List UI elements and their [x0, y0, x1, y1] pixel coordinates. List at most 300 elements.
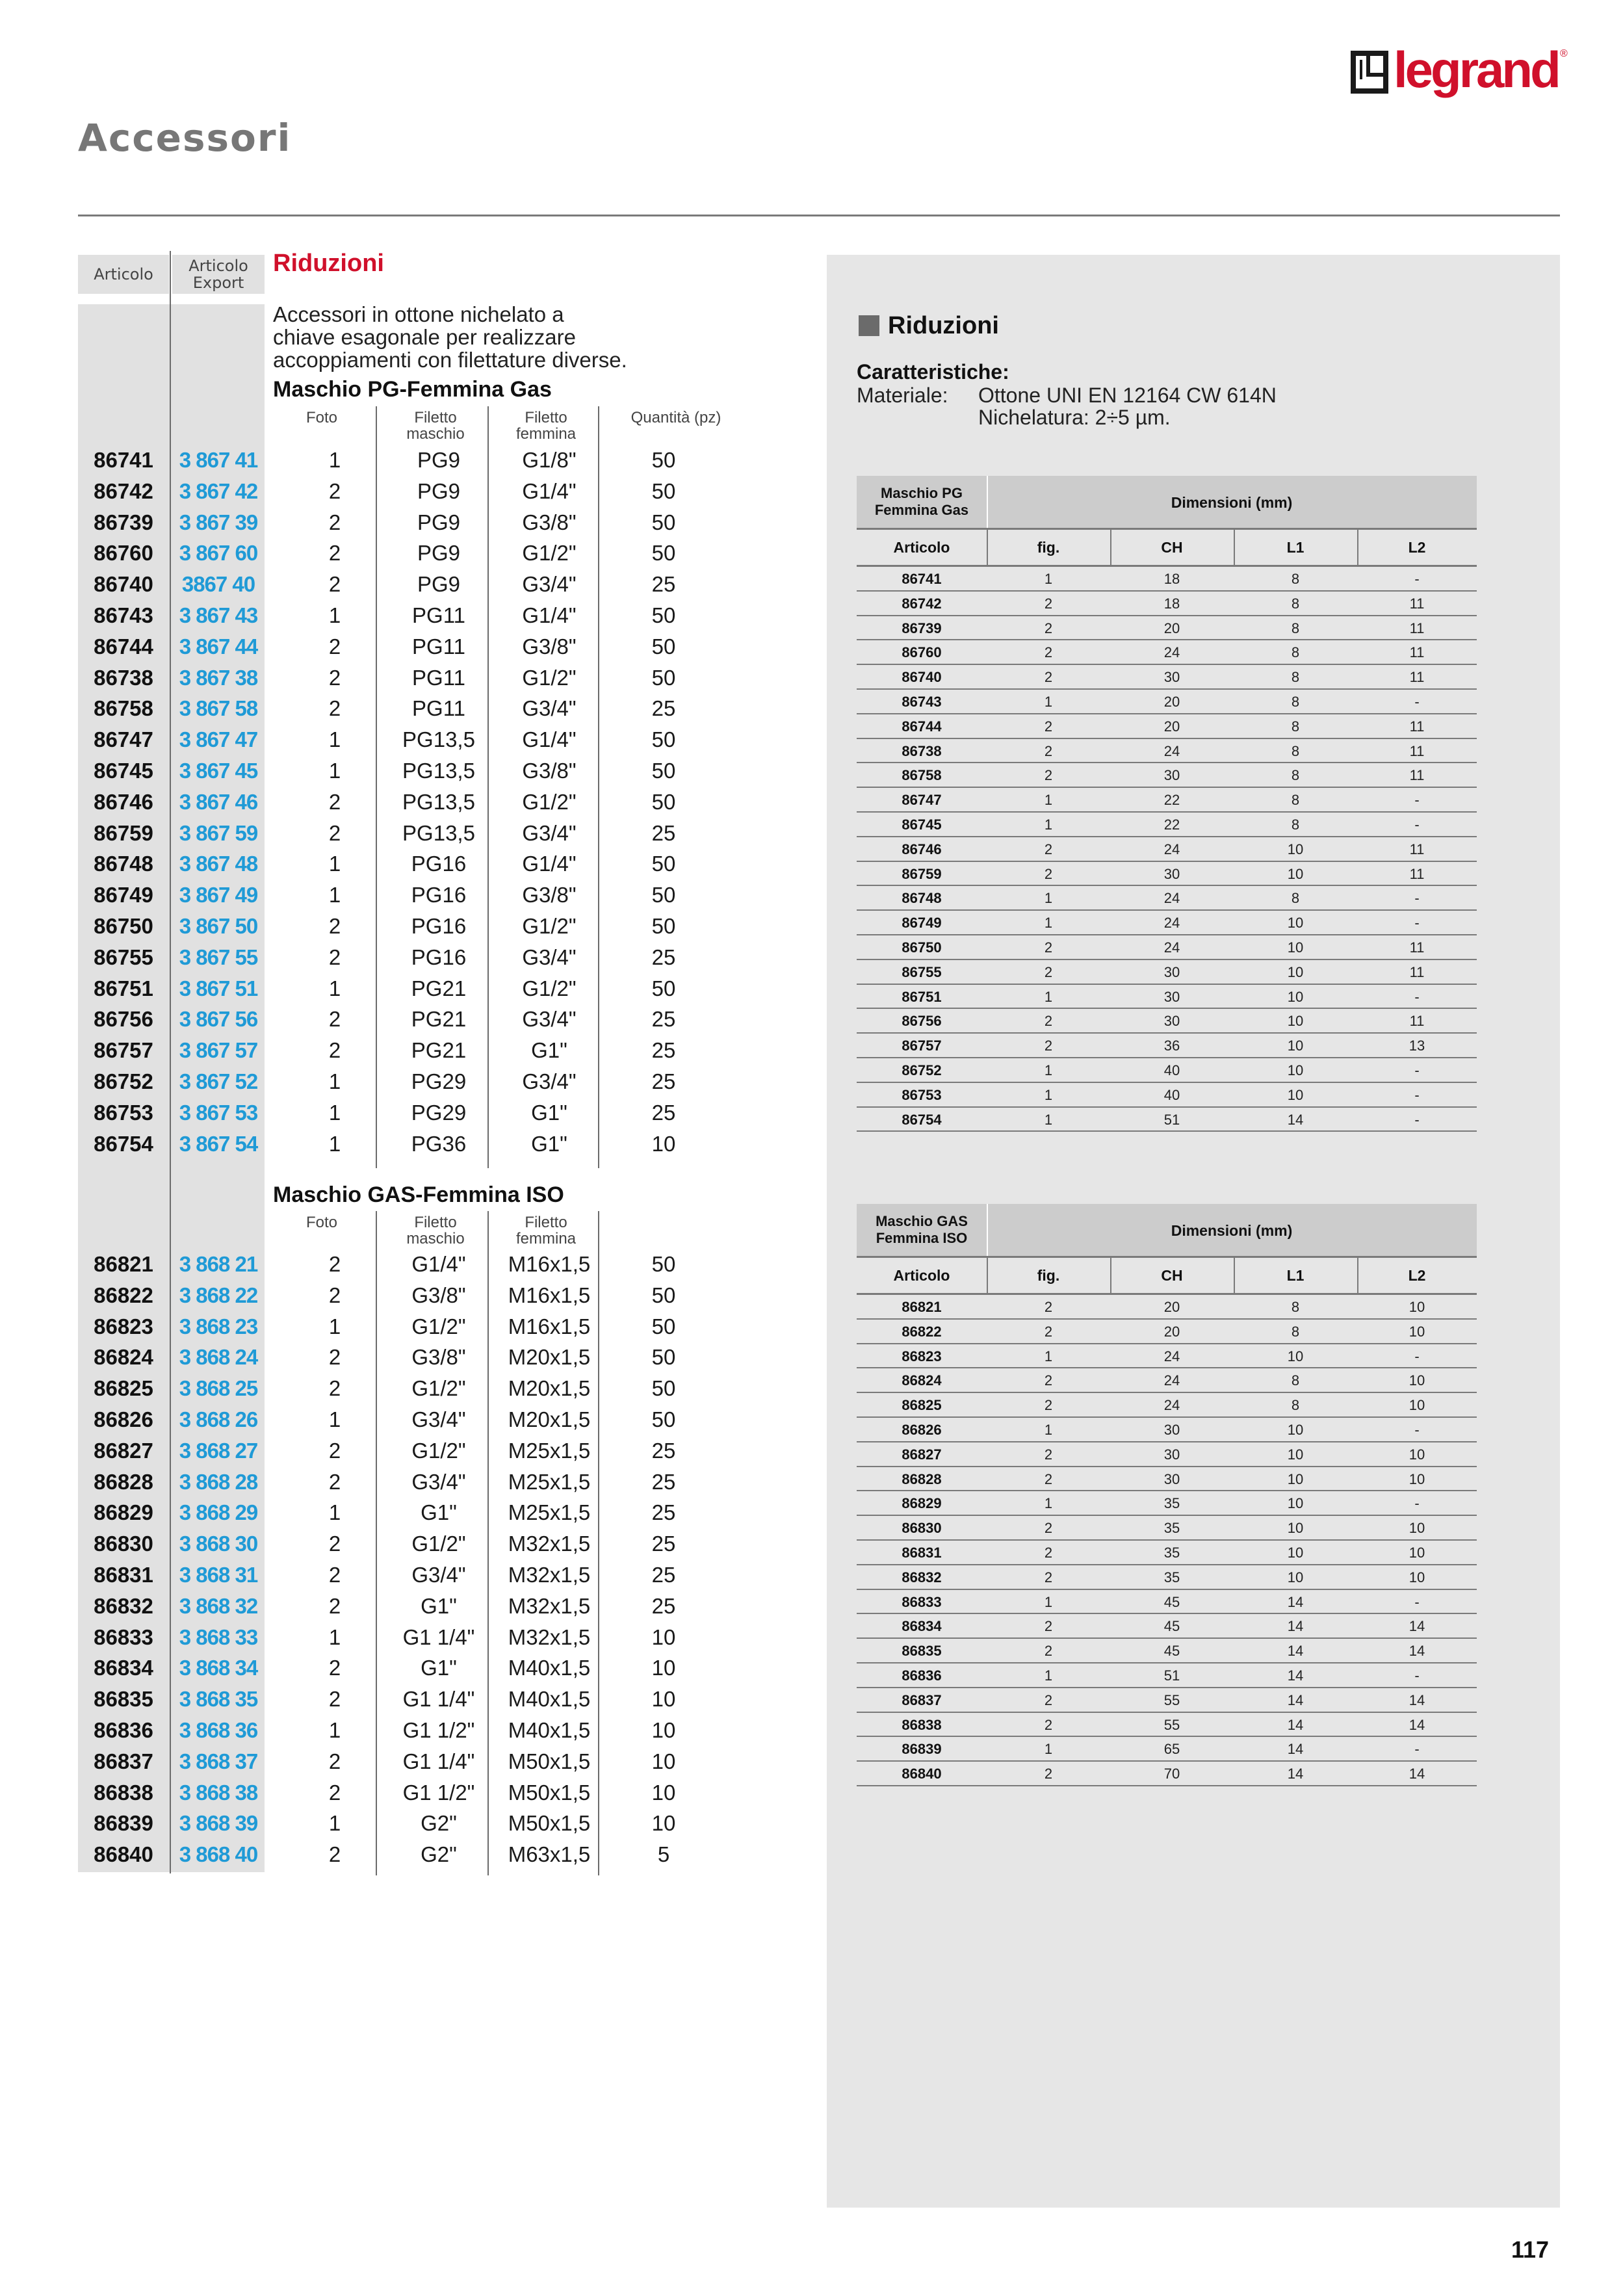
cell-filetto-maschio: G1" [421, 1656, 457, 1680]
cell-articolo-export: 3 868 37 [179, 1749, 258, 1773]
cell-articolo: 86836 [902, 1667, 942, 1684]
cell-l1: 10 [1287, 1470, 1304, 1487]
cell-filetto-femmina: G1/2" [522, 976, 577, 1000]
col-head-filetto-maschio: Filetto maschio [406, 1214, 465, 1247]
cell-l1: 14 [1287, 1643, 1304, 1660]
cell-articolo-export: 3 868 24 [179, 1345, 258, 1370]
cell-ch: 24 [1163, 742, 1180, 759]
intro-text [273, 303, 689, 371]
cell-l2: 10 [1409, 1299, 1425, 1315]
cell-fig: 2 [1044, 1520, 1053, 1537]
cell-filetto-maschio: PG21 [411, 976, 467, 1000]
cell-ch: 36 [1163, 1037, 1180, 1054]
cell-l2: - [1414, 915, 1420, 932]
cell-ch: 51 [1163, 1111, 1180, 1128]
table-row [857, 788, 1477, 813]
cell-foto: 1 [328, 448, 341, 472]
table-row [857, 1393, 1477, 1418]
cell-filetto-maschio: PG16 [411, 914, 467, 938]
cell-l2: 11 [1409, 669, 1425, 686]
cell-articolo-export: 3 868 27 [179, 1438, 258, 1463]
cell-fig: 2 [1044, 865, 1053, 882]
cell-foto: 2 [328, 1656, 341, 1680]
cell-l1: 10 [1287, 1422, 1304, 1438]
cell-articolo: 86757 [94, 1038, 153, 1063]
table-head [857, 476, 1477, 528]
cell-ch: 55 [1163, 1691, 1180, 1708]
cell-quantita: 50 [651, 634, 676, 659]
cell-l1: 10 [1287, 1086, 1304, 1103]
cell-filetto-maschio: G3/4" [411, 1407, 466, 1431]
cell-articolo: 86823 [902, 1348, 942, 1364]
cell-l2: - [1414, 694, 1420, 710]
table-row [78, 1066, 728, 1097]
cell-filetto-femmina: G3/8" [522, 759, 577, 783]
cell-articolo-export: 3 867 43 [179, 603, 258, 627]
col-l2: L2 [1408, 539, 1426, 556]
table-row [78, 1280, 728, 1311]
cell-filetto-maschio: G1/2" [411, 1438, 466, 1463]
col-head-filetto-femmina: Filetto femmina [515, 409, 577, 443]
cell-l1: 8 [1291, 571, 1300, 587]
cell-quantita: 50 [651, 448, 676, 472]
cell-l1: 10 [1287, 915, 1304, 932]
cell-l2: 11 [1409, 767, 1425, 784]
materiale-label: Materiale: [857, 384, 948, 407]
table-head [857, 1204, 1477, 1256]
cell-l2: 11 [1409, 939, 1425, 956]
table-row [78, 1311, 728, 1342]
table-row [857, 837, 1477, 862]
cell-foto: 2 [328, 1749, 341, 1773]
cell-articolo-export: 3 867 52 [179, 1069, 258, 1093]
cell-articolo-export: 3 868 26 [179, 1407, 258, 1431]
cell-l2: 14 [1409, 1618, 1425, 1635]
cell-l2: 10 [1409, 1545, 1425, 1561]
cell-filetto-maschio: PG11 [412, 665, 465, 690]
cell-l2: 11 [1409, 742, 1425, 759]
cell-articolo: 86760 [94, 541, 153, 566]
cell-articolo-export: 3 867 54 [179, 1131, 258, 1156]
table-row [78, 1342, 728, 1373]
table-row [857, 616, 1477, 641]
cell-l2: - [1414, 1593, 1420, 1610]
cell-ch: 22 [1163, 816, 1180, 833]
table-row [857, 935, 1477, 960]
cell-quantita: 50 [651, 883, 676, 907]
cell-filetto-maschio: G3/4" [411, 1563, 466, 1587]
cell-quantita: 25 [651, 1532, 676, 1556]
cell-filetto-maschio: G1 1/2" [402, 1780, 475, 1805]
cell-l2: - [1414, 1348, 1420, 1364]
cell-filetto-femmina: M40x1,5 [508, 1687, 591, 1712]
intro-line: chiave esagonale per realizzare [273, 325, 576, 349]
cell-fig: 2 [1044, 1643, 1053, 1660]
cell-articolo: 86748 [94, 852, 153, 876]
cell-ch: 22 [1163, 792, 1180, 809]
cell-filetto-maschio: G1 1/4" [402, 1624, 475, 1649]
cell-articolo: 86835 [902, 1643, 942, 1660]
table-row [857, 985, 1477, 1010]
cell-articolo: 86840 [94, 1842, 153, 1867]
cell-articolo-export: 3 868 21 [179, 1252, 258, 1276]
cell-fig: 2 [1044, 1013, 1053, 1030]
cell-quantita: 25 [651, 1100, 676, 1125]
cell-quantita: 50 [651, 665, 676, 690]
cell-foto: 1 [328, 1624, 341, 1649]
cell-filetto-maschio: G1/2" [411, 1532, 466, 1556]
cell-articolo-export: 3 868 32 [179, 1593, 258, 1618]
cell-articolo: 86822 [94, 1283, 153, 1307]
cell-ch: 70 [1163, 1766, 1180, 1782]
cell-articolo: 86833 [94, 1624, 153, 1649]
cell-quantita: 50 [651, 541, 676, 566]
group-gas-title: Maschio GAS-Femmina ISO [273, 1182, 564, 1207]
cell-fig: 1 [1044, 1495, 1053, 1512]
cell-articolo: 86824 [902, 1372, 942, 1389]
cell-filetto-femmina: G1/2" [522, 789, 577, 814]
cell-articolo-export: 3 867 60 [179, 541, 258, 566]
cell-articolo-export: 3 867 48 [179, 852, 258, 876]
cell-foto: 2 [328, 1376, 341, 1401]
cell-l1: 8 [1291, 1323, 1300, 1340]
table-row [78, 1559, 728, 1591]
cell-fig: 2 [1044, 1766, 1053, 1782]
cell-articolo: 86743 [902, 694, 942, 710]
cell-articolo: 86829 [902, 1495, 942, 1512]
cell-ch: 30 [1163, 1470, 1180, 1487]
cell-fig: 2 [1044, 1618, 1053, 1635]
cell-filetto-maschio: PG36 [411, 1131, 467, 1156]
col-head-filetto-femmina: Filetto femmina [515, 1214, 577, 1247]
cell-filetto-femmina: G1" [531, 1100, 567, 1125]
table-row [857, 1344, 1477, 1369]
cell-quantita: 25 [651, 820, 676, 845]
cell-ch: 45 [1163, 1643, 1180, 1660]
cell-foto: 2 [328, 1438, 341, 1463]
cell-l1: 8 [1291, 718, 1300, 735]
cell-articolo: 86750 [94, 914, 153, 938]
cell-l2: 10 [1409, 1372, 1425, 1389]
cell-articolo-export: 3 868 29 [179, 1500, 258, 1525]
cell-ch: 30 [1163, 963, 1180, 980]
cell-quantita: 50 [651, 1407, 676, 1431]
cell-fig: 2 [1044, 1323, 1053, 1340]
group-pg-title: Maschio PG-Femmina Gas [273, 377, 552, 402]
cell-articolo-export: 3 868 36 [179, 1718, 258, 1742]
cell-l1: 10 [1287, 988, 1304, 1005]
cell-articolo: 86750 [902, 939, 942, 956]
cell-foto: 2 [328, 1563, 341, 1587]
cell-foto: 2 [328, 1038, 341, 1063]
cell-foto: 2 [328, 665, 341, 690]
table-row [857, 1034, 1477, 1058]
cell-ch: 20 [1163, 1299, 1180, 1315]
cell-l1: 10 [1287, 841, 1304, 857]
cell-l2: 10 [1409, 1569, 1425, 1585]
cell-articolo: 86834 [94, 1656, 153, 1680]
cell-quantita: 50 [651, 852, 676, 876]
cell-articolo: 86837 [94, 1749, 153, 1773]
cell-articolo-export: 3 867 59 [179, 820, 258, 845]
table-row [857, 1491, 1477, 1516]
cell-ch: 45 [1163, 1618, 1180, 1635]
cell-foto: 1 [328, 976, 341, 1000]
cell-fig: 2 [1044, 841, 1053, 857]
cell-foto: 2 [328, 1532, 341, 1556]
cell-fig: 1 [1044, 694, 1053, 710]
cell-articolo: 86829 [94, 1500, 153, 1525]
cell-fig: 1 [1044, 1348, 1053, 1364]
cell-ch: 30 [1163, 988, 1180, 1005]
cell-l2: 11 [1409, 865, 1425, 882]
cell-articolo-export: 3 868 40 [179, 1842, 258, 1867]
cell-articolo: 86740 [902, 669, 942, 686]
cell-articolo: 86754 [94, 1131, 153, 1156]
table-row [857, 665, 1477, 690]
cell-l2: 11 [1409, 1013, 1425, 1030]
cell-filetto-maschio: PG29 [411, 1069, 467, 1093]
cell-filetto-maschio: PG9 [417, 510, 461, 534]
cell-articolo: 86755 [902, 963, 942, 980]
cell-articolo-export: 3 867 44 [179, 634, 258, 659]
cell-articolo: 86831 [902, 1545, 942, 1561]
cell-foto: 2 [328, 1283, 341, 1307]
cell-l1: 8 [1291, 1299, 1300, 1315]
cell-filetto-femmina: G1/4" [522, 852, 577, 876]
cell-foto: 1 [328, 603, 341, 627]
cell-l1: 8 [1291, 669, 1300, 686]
table-row [78, 693, 728, 724]
cell-foto: 2 [328, 945, 341, 969]
cell-ch: 35 [1163, 1495, 1180, 1512]
cell-articolo: 86743 [94, 603, 153, 627]
cell-articolo: 86742 [94, 478, 153, 503]
cell-articolo: 86836 [94, 1718, 153, 1742]
table-row [857, 1663, 1477, 1688]
cell-articolo: 86749 [902, 915, 942, 932]
cell-fig: 2 [1044, 1470, 1053, 1487]
cell-articolo: 86827 [94, 1438, 153, 1463]
table-row [857, 1565, 1477, 1590]
col-head-foto: Foto [305, 1214, 338, 1231]
col-head-articolo-export-text: Articolo Export [188, 257, 248, 292]
section-title: Riduzioni [273, 250, 384, 277]
cell-l1: 14 [1287, 1593, 1304, 1610]
cell-fig: 1 [1044, 1086, 1053, 1103]
cell-l1: 8 [1291, 1397, 1300, 1414]
cell-l1: 8 [1291, 595, 1300, 612]
cell-quantita: 50 [651, 727, 676, 752]
cell-articolo: 86752 [94, 1069, 153, 1093]
cell-articolo: 86745 [94, 759, 153, 783]
cell-articolo: 86749 [94, 883, 153, 907]
col-head-articolo: Articolo [78, 255, 169, 294]
cell-ch: 18 [1163, 571, 1180, 587]
cell-filetto-femmina: G3/4" [522, 820, 577, 845]
cell-quantita: 10 [651, 1624, 676, 1649]
table-row [78, 445, 728, 476]
cell-fig: 2 [1044, 1716, 1053, 1733]
cell-foto: 2 [328, 1593, 341, 1618]
cell-articolo-export: 3 867 53 [179, 1100, 258, 1125]
cell-ch: 40 [1163, 1086, 1180, 1103]
table-row [857, 1590, 1477, 1615]
cell-foto: 2 [328, 510, 341, 534]
table-row [78, 911, 728, 942]
cell-articolo: 86839 [902, 1741, 942, 1758]
cell-articolo: 86745 [902, 816, 942, 833]
cell-fig: 2 [1044, 1397, 1053, 1414]
cell-quantita: 25 [651, 1563, 676, 1587]
cell-fig: 1 [1044, 1667, 1053, 1684]
cell-filetto-maschio: G2" [421, 1811, 457, 1836]
cell-l2: 13 [1409, 1037, 1425, 1054]
cell-articolo: 86822 [902, 1323, 942, 1340]
table-row [857, 1639, 1477, 1663]
cell-l2: 10 [1409, 1323, 1425, 1340]
cell-l2: - [1414, 792, 1420, 809]
cell-l1: 10 [1287, 865, 1304, 882]
cell-filetto-maschio: G1/2" [411, 1314, 466, 1338]
cell-l1: 14 [1287, 1667, 1304, 1684]
cell-articolo: 86838 [94, 1780, 153, 1805]
cell-foto: 1 [328, 727, 341, 752]
cell-articolo: 86825 [902, 1397, 942, 1414]
cell-foto: 1 [328, 1500, 341, 1525]
cell-filetto-maschio: PG9 [417, 448, 461, 472]
cell-fig: 1 [1044, 1062, 1053, 1078]
table-row [857, 1442, 1477, 1467]
cell-quantita: 25 [651, 1069, 676, 1093]
cell-l1: 10 [1287, 1545, 1304, 1561]
intro-line: Accessori in ottone nichelato a [273, 302, 564, 326]
cell-l2: - [1414, 1667, 1420, 1684]
cell-articolo-export: 3 868 22 [179, 1283, 258, 1307]
cell-filetto-maschio: PG13,5 [402, 727, 475, 752]
cell-filetto-maschio: PG11 [412, 603, 465, 627]
page-title: Accessori [78, 116, 292, 160]
cell-l1: 8 [1291, 694, 1300, 710]
cell-articolo: 86830 [94, 1532, 153, 1556]
cell-l1: 8 [1291, 620, 1300, 636]
table-row [857, 886, 1477, 911]
cell-fig: 1 [1044, 915, 1053, 932]
cell-articolo: 86839 [94, 1811, 153, 1836]
table-row [78, 1404, 728, 1435]
cell-l1: 14 [1287, 1111, 1304, 1128]
cell-filetto-femmina: M25x1,5 [508, 1438, 591, 1463]
table-row [78, 1746, 728, 1777]
cell-articolo: 86823 [94, 1314, 153, 1338]
cell-articolo-export: 3 867 39 [179, 510, 258, 534]
nichelatura-value: Nichelatura: 2÷5 µm. [978, 406, 1171, 429]
cell-ch: 20 [1163, 718, 1180, 735]
table-row [857, 960, 1477, 985]
table-row [78, 1622, 728, 1653]
cell-l1: 8 [1291, 742, 1300, 759]
cell-l2: - [1414, 1741, 1420, 1758]
cell-filetto-femmina: G1/8" [522, 448, 577, 472]
cell-ch: 30 [1163, 865, 1180, 882]
cell-l2: - [1414, 1086, 1420, 1103]
table-group-name: Maschio PG Femmina Gas [874, 485, 969, 518]
cell-ch: 24 [1163, 1397, 1180, 1414]
cell-fig: 1 [1044, 571, 1053, 587]
cell-foto: 2 [328, 1842, 341, 1867]
table-row [78, 973, 728, 1004]
cell-foto: 2 [328, 572, 341, 597]
cell-ch: 30 [1163, 669, 1180, 686]
cell-articolo: 86828 [94, 1469, 153, 1494]
cell-articolo: 86747 [94, 727, 153, 752]
cell-articolo-export: 3 868 38 [179, 1780, 258, 1805]
cell-l2: 10 [1409, 1397, 1425, 1414]
cell-filetto-femmina: M32x1,5 [508, 1593, 591, 1618]
cell-ch: 51 [1163, 1667, 1180, 1684]
cell-filetto-femmina: G3/8" [522, 634, 577, 659]
cell-fig: 1 [1044, 792, 1053, 809]
cell-fig: 1 [1044, 1422, 1053, 1438]
table-row [857, 739, 1477, 764]
cell-articolo-export: 3 867 58 [179, 696, 258, 721]
cell-foto: 1 [328, 883, 341, 907]
cell-articolo: 86755 [94, 945, 153, 969]
table-row [78, 1684, 728, 1715]
cell-filetto-femmina: M40x1,5 [508, 1718, 591, 1742]
cell-foto: 2 [328, 914, 341, 938]
cell-articolo-export: 3 867 38 [179, 665, 258, 690]
cell-quantita: 25 [651, 1593, 676, 1618]
table-subhead [857, 1256, 1477, 1295]
cell-articolo: 86753 [902, 1086, 942, 1103]
table-row [78, 818, 728, 849]
cell-foto: 2 [328, 789, 341, 814]
cell-quantita: 25 [651, 945, 676, 969]
cell-fig: 2 [1044, 620, 1053, 636]
cell-fig: 1 [1044, 816, 1053, 833]
cell-l2: - [1414, 1422, 1420, 1438]
cell-filetto-femmina: M40x1,5 [508, 1656, 591, 1680]
table-row [78, 600, 728, 631]
cell-fig: 2 [1044, 1545, 1053, 1561]
cell-ch: 30 [1163, 767, 1180, 784]
intro-line: accoppiamenti con filettature diverse. [273, 348, 627, 372]
cell-articolo: 86753 [94, 1100, 153, 1125]
cell-l1: 10 [1287, 1348, 1304, 1364]
table-dims-label: Dimensioni (mm) [1171, 1222, 1293, 1239]
cell-articolo: 86821 [94, 1252, 153, 1276]
cell-quantita: 50 [651, 1376, 676, 1401]
cell-filetto-maschio: PG16 [411, 945, 467, 969]
cell-l1: 10 [1287, 1569, 1304, 1585]
cell-articolo: 86756 [94, 1007, 153, 1032]
table-row [857, 592, 1477, 616]
cell-fig: 2 [1044, 1691, 1053, 1708]
cell-quantita: 50 [651, 1252, 676, 1276]
col-head-articolo-export [172, 255, 265, 294]
cell-filetto-femmina: M16x1,5 [508, 1283, 591, 1307]
cell-filetto-femmina: G1/4" [522, 727, 577, 752]
cell-filetto-maschio: PG29 [411, 1100, 467, 1125]
cell-filetto-maschio: PG11 [412, 634, 465, 659]
cell-filetto-femmina: G3/4" [522, 945, 577, 969]
cell-fig: 2 [1044, 1299, 1053, 1315]
cell-articolo-export: 3 867 49 [179, 883, 258, 907]
cell-quantita: 10 [651, 1811, 676, 1836]
col-l2: L2 [1408, 1267, 1426, 1284]
cell-quantita: 10 [651, 1718, 676, 1742]
